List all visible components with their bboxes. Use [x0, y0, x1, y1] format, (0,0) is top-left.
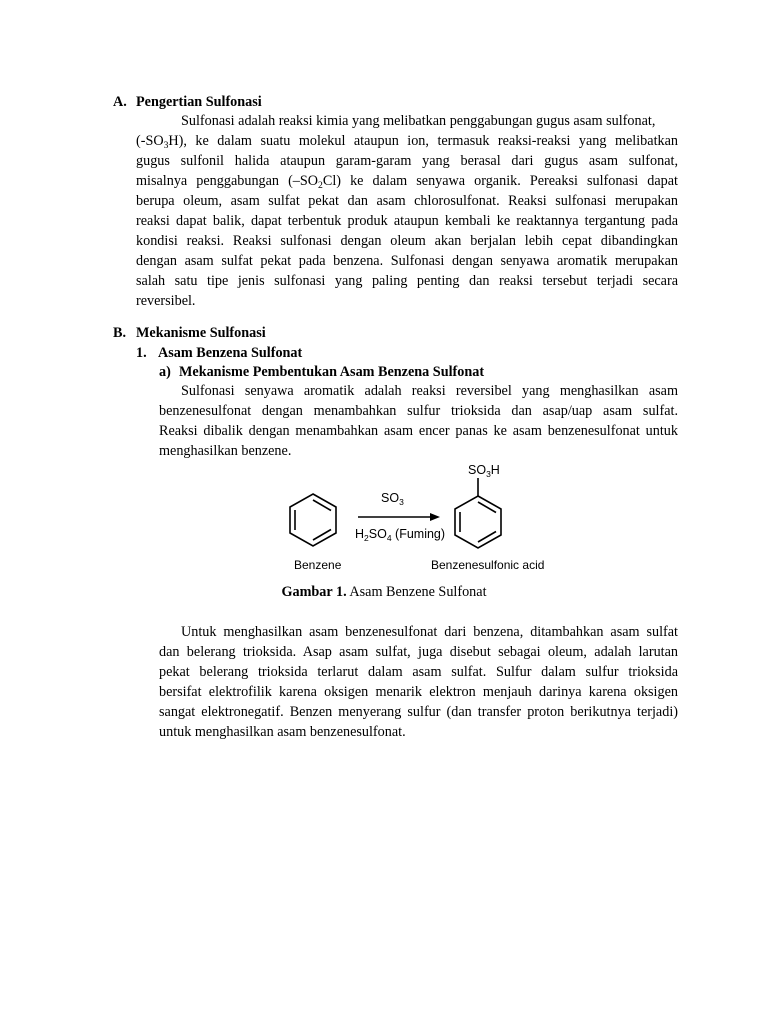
- subsection-1-heading: [136, 344, 302, 363]
- section-b-heading: [113, 324, 266, 343]
- para-b2-line: sangat elektronegatif. Benzen menyerang sulfur (dan transfer proton berikutnya terjadi): [159, 704, 678, 720]
- reagent-top: $SO_3$: [381, 491, 404, 507]
- subsection-1a-label: a): [159, 364, 171, 380]
- para-a-line: dengan asam sulfat pekat pada benzena. Sulfonasi dengan senyawa aromatik merupakan: [136, 253, 678, 269]
- subsection-1-number: 1.: [136, 345, 147, 361]
- reagent-bottom: $H_2SO_4$ (Fuming): [355, 527, 446, 543]
- para-b1-line: Sulfonasi senyawa aromatik adalah reaksi reversibel yang menghasilkan asam: [181, 383, 678, 399]
- subsection-1a-heading: [159, 363, 484, 382]
- para-a-line: salah satu tipe jenis sulfonasi yang paling penting dan reaksi tersebut terjadi secara: [136, 273, 678, 289]
- caption-label: Gambar 1.: [281, 584, 347, 600]
- para-a-line: kondisi reaksi. Reaksi sulfonasi dengan oleum akan berjalan lebih cepat dibandingkan: [136, 233, 678, 249]
- para-a-line: reversibel.: [136, 293, 196, 309]
- para-b2-line: pekat belerang trioksida terlarut dalam asam sulfat. Sulfur dalam sulfur trioksida: [159, 664, 678, 680]
- para-a-line: $(-SO_3H)$, ke dalam suatu molekul ataupun ion, termasuk reaksi-reaksi yang melibatkan: [136, 133, 678, 151]
- reaction-figure: [280, 456, 570, 578]
- reactant-label: Benzene: [294, 558, 342, 572]
- section-b-letter: B.: [113, 325, 127, 341]
- para-b1-line: Reaksi dibalik dengan menambahkan asam encer panas ke asam benzenesulfonat untuk: [159, 423, 678, 439]
- para-a-line: gugus sulfonil halida ataupun garam-garam yang berasal dari gugus asam sulfonat,: [136, 153, 678, 169]
- para-a-line: misalnya penggabungan $(-SO_2Cl)$ ke dalam senyawa organik. Pereaksi sulfonasi dapat: [136, 173, 678, 191]
- sulfonic-group: $SO_3H$: [468, 463, 500, 479]
- para-b1-line: benzenesulfonat dengan menambahkan sulfur trioksida dan asap/uap asam sulfat.: [159, 403, 678, 419]
- para-a-line: reaksi dapat balik, dapat terbentuk produk ataupun kembali ke reaktannya tergantung pada: [136, 213, 678, 229]
- section-a-title: Pengertian Sulfonasi: [136, 94, 262, 110]
- section-a-letter: A.: [113, 94, 127, 110]
- benzene-ring-reactant: [290, 494, 336, 546]
- subsection-1a-title: Mekanisme Pembentukan Asam Benzena Sulfonat: [179, 364, 485, 380]
- para-b2-line: bersifat elektrofilik karena oksigen menarik elektron menjauh darinya karena oksigen: [159, 684, 678, 700]
- para-b2-line: dan belerang trioksida. Asap asam sulfat, juga disebut sebagai oleum, adalah larutan: [159, 644, 678, 660]
- section-a-heading: [113, 93, 262, 112]
- para-b2-line: Untuk menghasilkan asam benzenesulfonat dari benzena, ditambahkan asam sulfat: [181, 624, 678, 640]
- para-a-line: berupa oleum, asam sulfat pekat dan asam chlorosulfonat. Reaksi sulfonasi merupakan: [136, 193, 678, 209]
- subsection-1-title: Asam Benzena Sulfonat: [158, 345, 303, 361]
- figure-caption: [0, 583, 768, 602]
- para-b2-line: untuk menghasilkan asam benzenesulfonat.: [159, 724, 406, 740]
- caption-text: Asam Benzene Sulfonat: [346, 584, 487, 600]
- section-b-title: Mekanisme Sulfonasi: [136, 325, 266, 341]
- benzene-ring-product: [455, 478, 501, 548]
- reaction-arrow: [358, 513, 440, 521]
- para-b1-line: menghasilkan benzene.: [159, 443, 292, 459]
- para-a-line: Sulfonasi adalah reaksi kimia yang melibatkan penggabungan gugus asam sulfonat,: [181, 113, 656, 129]
- product-label: Benzenesulfonic acid: [431, 558, 545, 572]
